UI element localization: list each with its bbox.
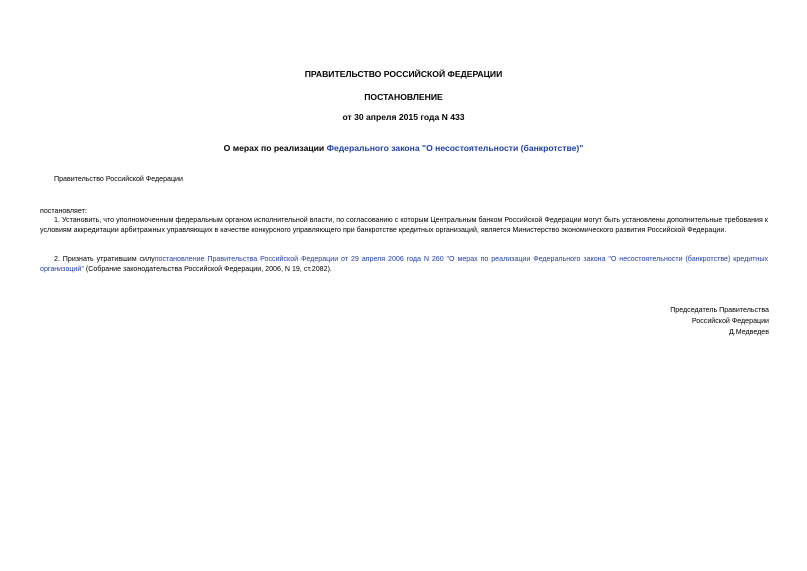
signature-country: Российской Федерации [691,316,769,325]
paragraph-1: 1. Установить, что уполномоченным федеральным органом исполнительной власти, по согласованию с которым Центральным банком Российской Федерации могут быть установлены дополнительные требования к условиям аккредитации арбитражных управляющих в качестве конкурсного управляющего при банкротстве кредитных организаций, является Министерство экономического развития Российской Федерации. [40,216,768,235]
paragraph-2 [40,254,768,275]
signature-position: Председатель Правительства [670,306,769,314]
repealed-decree-link[interactable]: постановление Правительства Российской Федерации от 29 апреля 2006 года N 260 "О мерах по реализации Федерального закона "О несостоятельности (банкротстве) кредитных организаций" [40,255,768,274]
title-prefix: О мерах по реализации [223,143,327,153]
government-heading: ПРАВИТЕЛЬСТВО РОССИЙСКОЙ ФЕДЕРАЦИИ [304,69,503,79]
date-number: от 30 апреля 2015 года N 433 [342,112,465,122]
title-law-link[interactable]: Федерального закона "О несостоятельности (банкротстве)" [326,143,584,153]
document-type: ПОСТАНОВЛЕНИЕ [364,92,443,102]
document-title [0,143,807,154]
paragraph-2-suffix: (Собрание законодательства Российской Федерации, 2006, N 19, ст.2082). [83,265,332,274]
decrees-line: постановляет: [40,207,87,215]
signature-name: Д.Медведев [728,327,769,336]
signature-block [670,305,769,337]
paragraph-2-prefix: 2. Признать утратившим силу [54,255,155,263]
government-line: Правительство Российской Федерации [54,175,183,183]
